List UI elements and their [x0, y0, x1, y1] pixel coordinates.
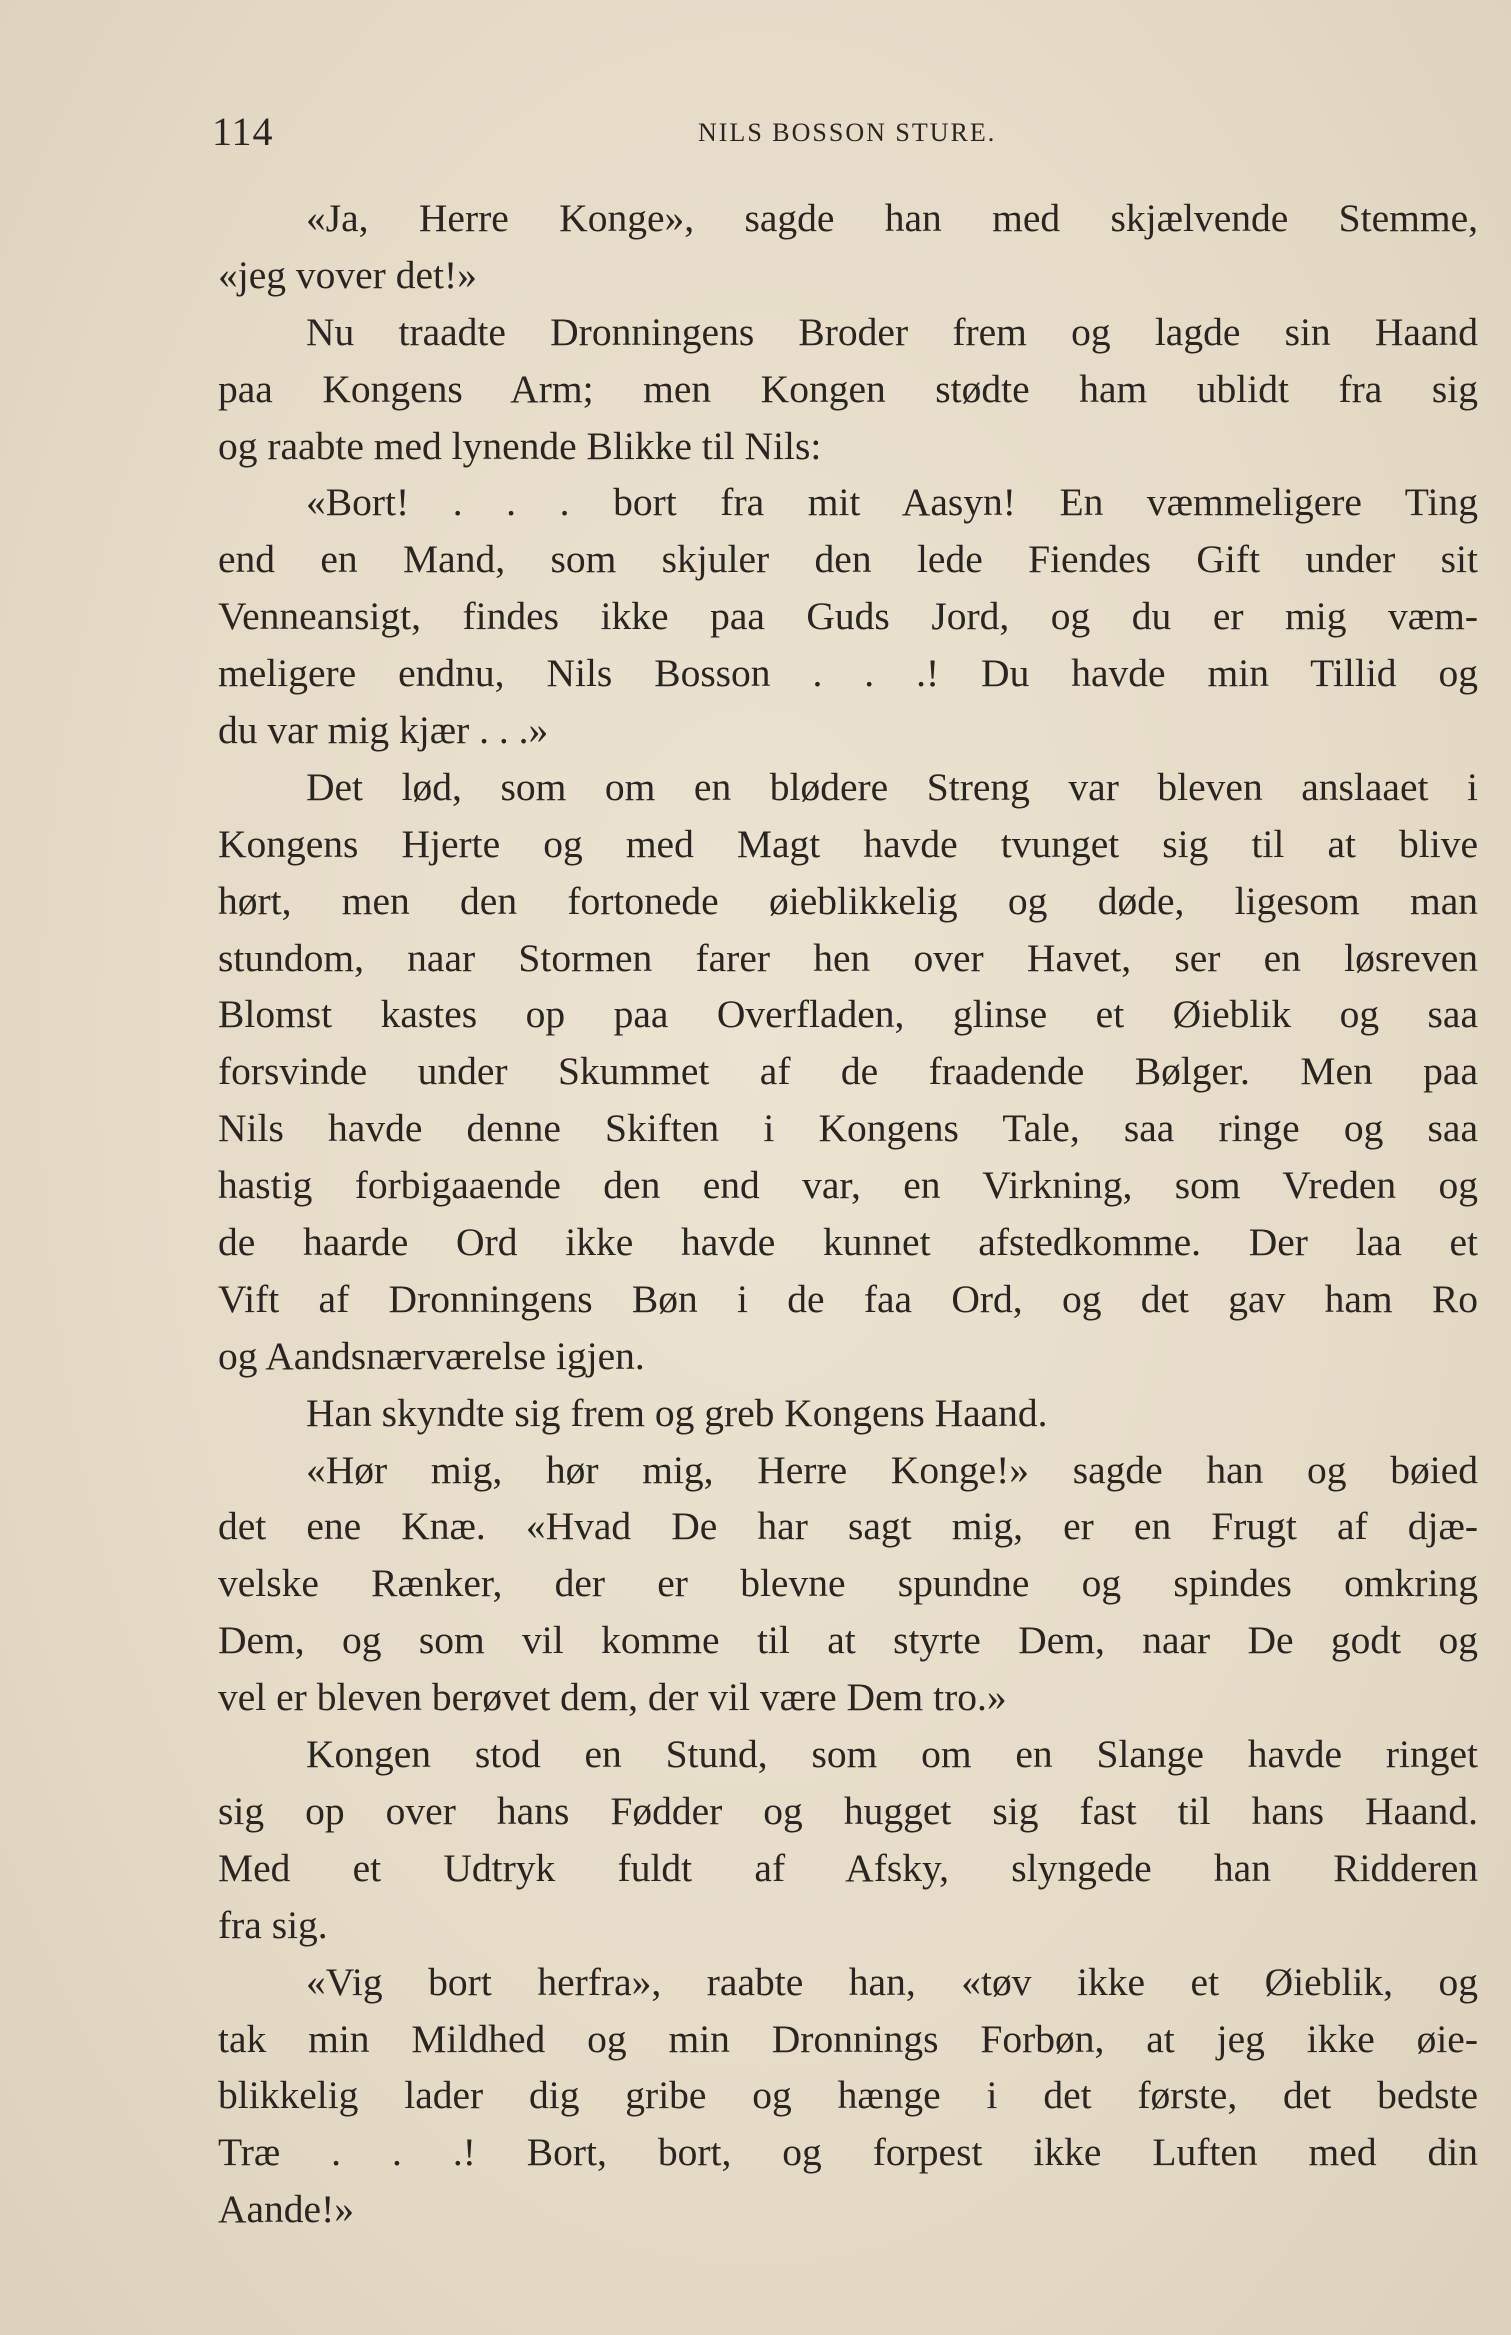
text-line: «Hør mig, hør mig, Herre Konge!» sagde han og bøied [306, 1447, 1478, 1492]
text-line: end en Mand, som skjuler den lede Fiendes Gift under sit [218, 537, 1478, 582]
running-title: NILS BOSSON STURE. [698, 118, 997, 147]
text-line: «Ja, Herre Konge», sagde han med skjælvende Stemme, [306, 196, 1478, 240]
text-line: Kongens Hjerte og med Magt havde tvunget sig til at blive [218, 821, 1478, 866]
text-line: Nu traadte Dronningens Broder frem og lagde sin Haand [306, 309, 1478, 354]
text-line: velske Rænker, der er blevne spundne og spindes omkring [218, 1561, 1478, 1606]
text-line: fra sig. [218, 1902, 328, 1947]
text-line: forsvinde under Skummet af de fraadende Bølger. Men paa [218, 1049, 1478, 1094]
text-line: «Vig bort herfra», raabte han, «tøv ikke et Øieblik, og [306, 1959, 1478, 2004]
text-line: Kongen stod en Stund, som om en Slange havde ringet [306, 1732, 1478, 1777]
text-line: Dem, og som vil komme til at styrte Dem, naar De godt og [218, 1618, 1478, 1663]
text-line: de haarde Ord ikke havde kunnet afstedkomme. Der laa et [218, 1220, 1478, 1265]
text-line: Træ . . .! Bort, bort, og forpest ikke Luften med din [218, 2130, 1478, 2175]
text-line: «Bort! . . . bort fra mit Aasyn! En væmmeligere Ting [306, 480, 1478, 525]
text-line: Nils havde denne Skiften i Kongens Tale, saa ringe og saa [218, 1106, 1478, 1151]
text-line: og Aandsnærværelse igjen. [218, 1333, 645, 1378]
body-text [218, 190, 1478, 2238]
text-line: Vift af Dronningens Bøn i de faa Ord, og det gav ham Ro [218, 1276, 1478, 1321]
text-line: sig op over hans Fødder og hugget sig fast til hans Haand. [218, 1788, 1478, 1833]
text-line: Det lød, som om en blødere Streng var bleven anslaaet i [306, 764, 1478, 809]
text-line: Med et Udtryk fuldt af Afsky, slyngede han Ridderen [218, 1845, 1478, 1890]
text-line: blikkelig lader dig gribe og hænge i det første, det bedste [218, 2073, 1478, 2118]
text-line: Han skyndte sig frem og greb Kongens Haand. [306, 1390, 1048, 1435]
text-line: hørt, men den fortonede øieblikkelig og døde, ligesom man [218, 878, 1478, 923]
text-line: tak min Mildhed og min Dronnings Forbøn, at jeg ikke øie- [218, 2016, 1478, 2061]
text-line: og raabte med lynende Blikke til Nils: [218, 423, 822, 468]
text-line: vel er bleven berøvet dem, der vil være Dem tro.» [218, 1675, 1007, 1720]
text-line: paa Kongens Arm; men Kongen stødte ham ublidt fra sig [218, 366, 1478, 411]
text-line: Blomst kastes op paa Overfladen, glinse et Øieblik og saa [218, 992, 1478, 1037]
text-line: hastig forbigaaende den end var, en Virkning, som Vreden og [218, 1163, 1478, 1208]
page-number: 114 [212, 109, 274, 154]
text-line: meligere endnu, Nils Bosson . . .! Du havde min Tillid og [218, 651, 1478, 696]
text-line: «jeg vover det!» [218, 252, 477, 297]
text-line: du var mig kjær . . .» [218, 708, 549, 753]
page-header [212, 108, 1511, 158]
text-line: Venneansigt, findes ikke paa Guds Jord, og du er mig væm- [218, 594, 1478, 639]
text-line: Aande!» [218, 2187, 354, 2232]
text-line: det ene Knæ. «Hvad De har sagt mig, er en Frugt af djæ- [218, 1504, 1478, 1549]
text-line: stundom, naar Stormen farer hen over Havet, ser en løsreven [218, 935, 1478, 980]
